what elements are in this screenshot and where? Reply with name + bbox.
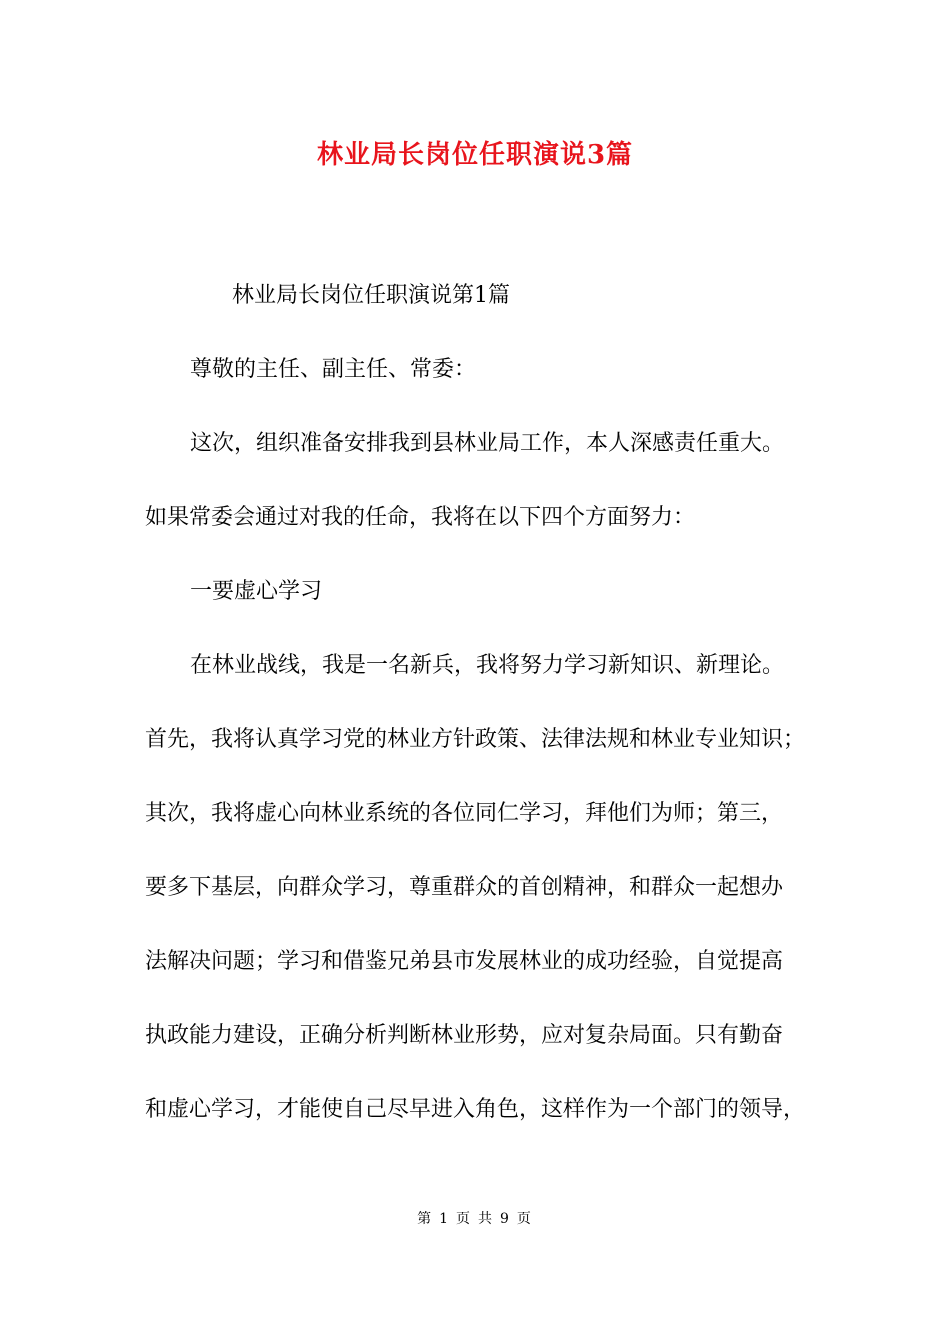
paragraph-line: 在林业战线，我是一名新兵，我将努力学习新知识、新理论。 (190, 653, 785, 678)
footer-total-pages: 9 (500, 1211, 511, 1227)
footer-total-unit: 页 (516, 1211, 533, 1227)
footer-page-unit: 页 (456, 1211, 472, 1227)
paragraph-line: 要多下基层，向群众学习，尊重群众的首创精神，和群众一起想办 (145, 875, 784, 900)
paragraph-line: 其次，我将虚心向林业系统的各位同仁学习，拜他们为师；第三， (145, 801, 784, 826)
footer-page-word: 第 (417, 1211, 434, 1227)
footer-total-word: 共 (478, 1211, 494, 1227)
footer-page-number: 1 (439, 1211, 450, 1227)
paragraph-line: 执政能力建设，正确分析判断林业形势，应对复杂局面。只有勤奋 (145, 1023, 784, 1048)
paragraph-line: 法解决问题；学习和借鉴兄弟县市发展林业的成功经验，自觉提高 (145, 949, 784, 974)
paragraph-line: 和虚心学习，才能使自己尽早进入角色，这样作为一个部门的领导， (145, 1097, 806, 1122)
document-title: 林业局长岗位任职演说3篇 (316, 140, 634, 170)
page-footer (0, 1208, 950, 1228)
subheading: 一要虚心学习 (190, 579, 323, 604)
paragraph-line: 如果常委会通过对我的任命，我将在以下四个方面努力： (145, 505, 696, 530)
paragraph-line: 首先，我将认真学习党的林业方针政策、法律法规和林业专业知识； (145, 727, 806, 752)
section-heading: 林业局长岗位任职演说第1篇 (232, 283, 510, 308)
salutation: 尊敬的主任、副主任、常委： (190, 357, 477, 382)
paragraph-line: 这次，组织准备安排我到县林业局工作，本人深感责任重大。 (190, 431, 785, 456)
